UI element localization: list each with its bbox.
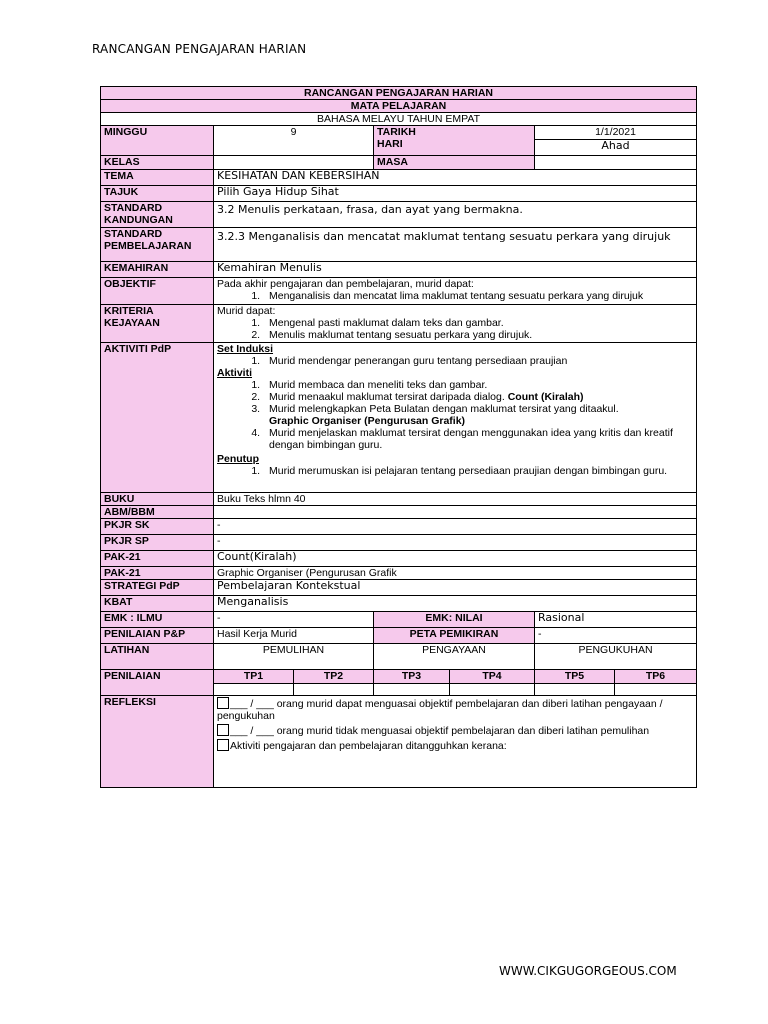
kbat-value: Menganalisis — [214, 596, 697, 612]
standard-kandungan-label-line2: KANDUNGAN — [104, 214, 173, 226]
tp-cell — [214, 684, 294, 696]
tp-cell — [615, 684, 697, 696]
aktiviti-item: 1. Murid membaca dan meneliti teks dan gambar. — [263, 379, 693, 391]
set-induksi-item: 1. Murid mendengar penerangan guru tentang persediaan praujian — [263, 355, 693, 367]
minggu-label: MINGGU — [101, 126, 214, 156]
strategi-label: STRATEGI PdP — [101, 580, 214, 596]
kriteria-label-line2: KEJAYAAN — [104, 317, 160, 329]
tarikh-hari-label — [374, 126, 535, 156]
aktiviti-item-text: Murid melengkapkan Peta Bulatan dengan maklumat tersirat yang ditaakul. — [269, 403, 619, 415]
aktiviti-item — [263, 403, 693, 427]
lesson-plan-table — [100, 86, 697, 788]
penilaian-pp-value: Hasil Kerja Murid — [214, 628, 374, 644]
checkbox-icon — [217, 739, 229, 751]
tajuk-label: TAJUK — [101, 186, 214, 202]
kelas-value — [214, 156, 374, 170]
tema-value: KESIHATAN DAN KEBERSIHAN — [214, 170, 697, 186]
hari-label: HARI — [377, 138, 403, 150]
kemahiran-value: Kemahiran Menulis — [214, 262, 697, 278]
pkjr-sk-label: PKJR SK — [101, 519, 214, 535]
kriteria-label — [101, 305, 214, 343]
buku-label: BUKU — [101, 493, 214, 506]
kriteria-content — [214, 305, 697, 343]
emk-ilmu-value: - — [214, 612, 374, 628]
standard-pembelajaran-label-line1: STANDARD — [104, 228, 163, 240]
pak21-value: Graphic Organiser (Pengurusan Grafik — [214, 567, 697, 580]
refleksi-label: REFLEKSI — [101, 696, 214, 788]
latihan-pemulihan: PEMULIHAN — [214, 644, 374, 670]
aktiviti-item-bold: Graphic Organiser (Pengurusan Grafik) — [269, 415, 466, 427]
pkjr-sp-label: PKJR SP — [101, 535, 214, 551]
tema-label: TEMA — [101, 170, 214, 186]
tp-cell — [535, 684, 615, 696]
hari-value: Ahad — [535, 140, 697, 156]
plan-title: RANCANGAN PENGAJARAN HARIAN — [101, 87, 697, 100]
refleksi-line-text: ___ / ___ orang murid dapat menguasai objektif pembelajaran dan diberi latihan pengayaan / pengukuhan — [217, 698, 663, 722]
kemahiran-label: KEMAHIRAN — [101, 262, 214, 278]
tajuk-value: Pilih Gaya Hidup Sihat — [214, 186, 697, 202]
strategi-value: Pembelajaran Kontekstual — [214, 580, 697, 596]
mata-pelajaran-label: MATA PELAJARAN — [101, 100, 697, 113]
kriteria-item: 2. Menulis maklumat tentang sesuatu perkara yang dirujuk. — [263, 329, 693, 341]
refleksi-line-text: Aktiviti pengajaran dan pembelajaran ditangguhkan kerana: — [230, 740, 507, 752]
standard-kandungan-value: 3.2 Menulis perkataan, frasa, dan ayat yang bermakna. — [214, 202, 697, 228]
refleksi-line — [217, 724, 693, 737]
kriteria-item: 1. Mengenal pasti maklumat dalam teks dan gambar. — [263, 317, 693, 329]
refleksi-line — [217, 739, 693, 752]
tp-cell — [294, 684, 374, 696]
latihan-pengayaan: PENGAYAAN — [374, 644, 535, 670]
kriteria-label-line1: KRITERIA — [104, 305, 154, 317]
tarikh-label: TARIKH — [377, 126, 416, 138]
set-induksi-heading: Set Induksi — [217, 343, 274, 355]
standard-pembelajaran-label — [101, 228, 214, 262]
pkjr-sp-value: - — [214, 535, 697, 551]
tarikh-value: 1/1/2021 — [535, 126, 697, 140]
tp-header: TP6 — [615, 670, 697, 684]
objektif-label: OBJEKTIF — [101, 278, 214, 305]
pak21-label: PAK-21 — [101, 551, 214, 567]
masa-label: MASA — [374, 156, 535, 170]
page-header: RANCANGAN PENGAJARAN HARIAN — [92, 42, 307, 56]
refleksi-line-text: ___ / ___ orang murid tidak menguasai objektif pembelajaran dan diberi latihan pemulihan — [230, 725, 650, 737]
checkbox-icon — [217, 697, 229, 709]
aktiviti-label: AKTIVITI PdP — [101, 343, 214, 493]
subject: BAHASA MELAYU TAHUN EMPAT — [101, 113, 697, 126]
tp-header: TP3 — [374, 670, 450, 684]
pak21-label: PAK-21 — [101, 567, 214, 580]
standard-pembelajaran-label-line2: PEMBELAJARAN — [104, 240, 192, 252]
buku-value: Buku Teks hlmn 40 — [214, 493, 697, 506]
penilaian-label: PENILAIAN — [101, 670, 214, 696]
penilaian-pp-label: PENILAIAN P&P — [101, 628, 214, 644]
footer-website: WWW.CIKGUGORGEOUS.COM — [499, 964, 677, 978]
abm-label: ABM/BBM — [101, 506, 214, 519]
aktiviti-heading: Aktiviti — [217, 367, 253, 379]
aktiviti-item-text: Murid menaakul maklumat tersirat daripada dialog. — [269, 391, 508, 403]
kelas-label: KELAS — [101, 156, 214, 170]
standard-kandungan-label-line1: STANDARD — [104, 202, 163, 214]
aktiviti-item-bold: Count (Kiralah) — [507, 391, 584, 403]
kriteria-intro: Murid dapat: — [217, 305, 276, 317]
emk-ilmu-label: EMK : ILMU — [101, 612, 214, 628]
latihan-label: LATIHAN — [101, 644, 214, 670]
objektif-intro: Pada akhir pengajaran dan pembelajaran, murid dapat: — [217, 278, 474, 290]
penutup-item: 1. Murid merumuskan isi pelajaran tentang persediaan praujian dengan bimbingan guru. — [263, 465, 693, 477]
objektif-content — [214, 278, 697, 305]
emk-nilai-label: EMK: NILAI — [374, 612, 535, 628]
peta-pemikiran-value: - — [535, 628, 697, 644]
kbat-label: KBAT — [101, 596, 214, 612]
tp-header: TP4 — [450, 670, 535, 684]
checkbox-icon — [217, 724, 229, 736]
standard-kandungan-label — [101, 202, 214, 228]
standard-pembelajaran-value: 3.2.3 Menganalisis dan mencatat maklumat tentang sesuatu perkara yang dirujuk — [214, 228, 697, 262]
pkjr-sk-value: - — [214, 519, 697, 535]
masa-value — [535, 156, 697, 170]
minggu-value: 9 — [214, 126, 374, 156]
tp-cell — [374, 684, 450, 696]
peta-pemikiran-label: PETA PEMIKIRAN — [374, 628, 535, 644]
latihan-pengukuhan: PENGUKUHAN — [535, 644, 697, 670]
tp-header: TP1 — [214, 670, 294, 684]
pak21-value: Count(Kiralah) — [214, 551, 697, 567]
objektif-item: 1. Menganalisis dan mencatat lima maklumat tentang sesuatu perkara yang dirujuk — [263, 290, 693, 302]
refleksi-line — [217, 697, 693, 722]
tp-header: TP5 — [535, 670, 615, 684]
refleksi-content — [214, 696, 697, 788]
tp-header: TP2 — [294, 670, 374, 684]
penutup-heading: Penutup — [217, 453, 259, 465]
abm-value — [214, 506, 697, 519]
aktiviti-content — [214, 343, 697, 493]
tp-cell — [450, 684, 535, 696]
emk-nilai-value: Rasional — [535, 612, 697, 628]
aktiviti-item: 4. Murid menjelaskan maklumat tersirat dengan menggunakan idea yang kritis dan kreatif dengan bimbingan guru. — [263, 427, 693, 451]
aktiviti-item — [263, 391, 693, 403]
